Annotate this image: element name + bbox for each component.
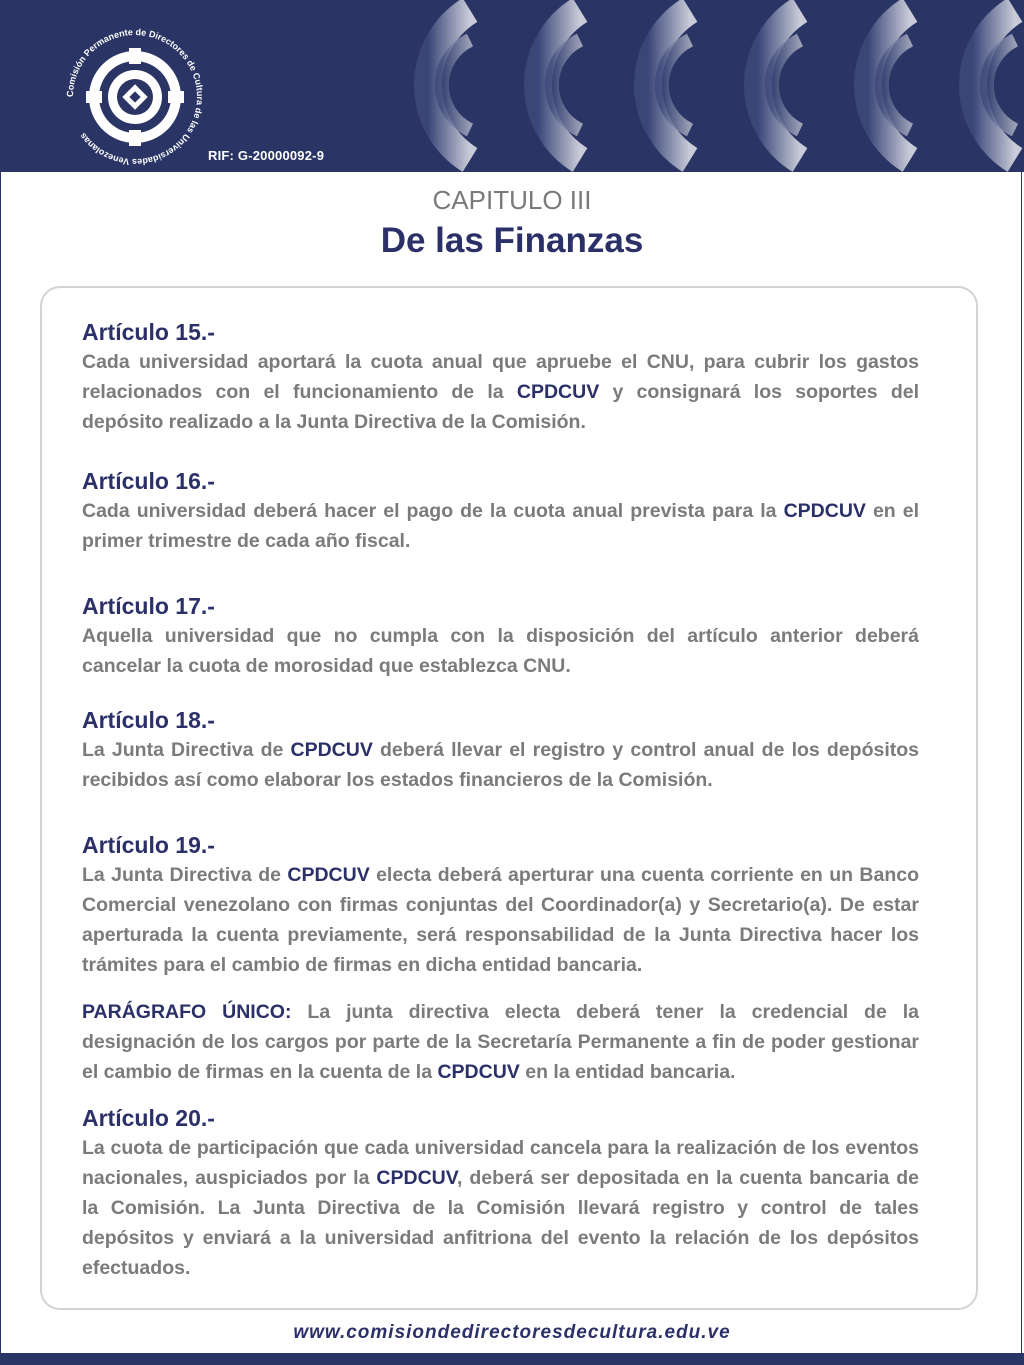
article-17 [82, 591, 919, 681]
rif-number: RIF: G-20000092-9 [208, 148, 325, 163]
article-20 [82, 1103, 919, 1283]
logo-ring-text: Comisión Permanente de Directores de Cultura de las Universidades Venezolanas [64, 26, 206, 168]
org-acronym: CPDCUV [376, 1167, 457, 1189]
paragrafo-unico [82, 997, 919, 1087]
article-body: Cada universidad deberá hacer el pago de la cuota anual prevista para la CPDCUV en el primer trimestre de cada año fiscal. [82, 500, 919, 552]
commission-logo [60, 22, 210, 172]
org-acronym: CPDCUV [516, 381, 600, 403]
article-body: La Junta Directiva de CPDCUV electa deberá aperturar una cuenta corriente en un Banco Comercial venezolano con firmas conjuntas del Coordinador(a) y Secretario(a). De estar aperturada la cuenta previamente, será responsabilidad de la Junta Directiva hacer los trámites para el cambio de firmas en dicha entidad bancaria. [82, 864, 919, 976]
article-body: La Junta Directiva de CPDCUV deberá llevar el registro y control anual de los depósitos recibidos así como elaborar los estados financieros de la Comisión. [82, 739, 919, 791]
article-heading: Artículo 15.- [82, 319, 215, 345]
footer-bar [0, 1353, 1024, 1365]
article-heading: Artículo 16.- [82, 468, 215, 494]
article-body: PARÁGRAFO ÚNICO: La junta directiva electa deberá tener la credencial de la designación de los cargos por parte de la Secretaría Permanente a fin de poder gestionar el cambio de firmas en la cuenta de la CPDCUV en la entidad bancaria. [82, 1001, 919, 1083]
org-acronym: CPDCUV [437, 1061, 520, 1083]
article-19 [82, 830, 919, 980]
article-18 [82, 705, 919, 795]
org-acronym: CPDCUV [290, 739, 373, 761]
org-acronym: CPDCUV [783, 500, 866, 522]
article-heading: Artículo 17.- [82, 593, 215, 619]
article-body: La cuota de participación que cada universidad cancela para la realización de los eventos nacionales, auspiciados por la CPDCUV, deberá ser depositada en la cuenta bancaria de la Comisión. La Junta Directiva de la Comisión llevará registro y control de tales depósitos y enviará a la universidad anfitriona del evento la relación de los depósitos efectuados. [82, 1137, 919, 1279]
article-body: Aquella universidad que no cumpla con la disposición del artículo anterior deberá cancelar la cuota de morosidad que establezca CNU. [82, 625, 919, 677]
header-banner [0, 0, 1024, 172]
chapter-label: CAPITULO III [432, 185, 592, 215]
website-url: www.comisiondedirectoresdecultura.edu.ve [293, 1322, 731, 1343]
article-heading: Artículo 19.- [82, 832, 215, 858]
article-heading: Artículo 20.- [82, 1105, 215, 1131]
org-acronym: CPDCUV [287, 864, 370, 886]
page-title: De las Finanzas [380, 221, 644, 260]
article-body: Cada universidad aportará la cuota anual que apruebe el CNU, para cubrir los gastos relacionados con el funcionamiento de la CPDCUV y consignará los soportes del depósito realizado a la Junta Directiva de la Comisión. [82, 351, 919, 433]
article-15 [82, 317, 919, 437]
article-heading: Artículo 18.- [82, 707, 215, 733]
article-16 [82, 466, 919, 556]
paragraph-label: PARÁGRAFO ÚNICO: [82, 1001, 292, 1023]
